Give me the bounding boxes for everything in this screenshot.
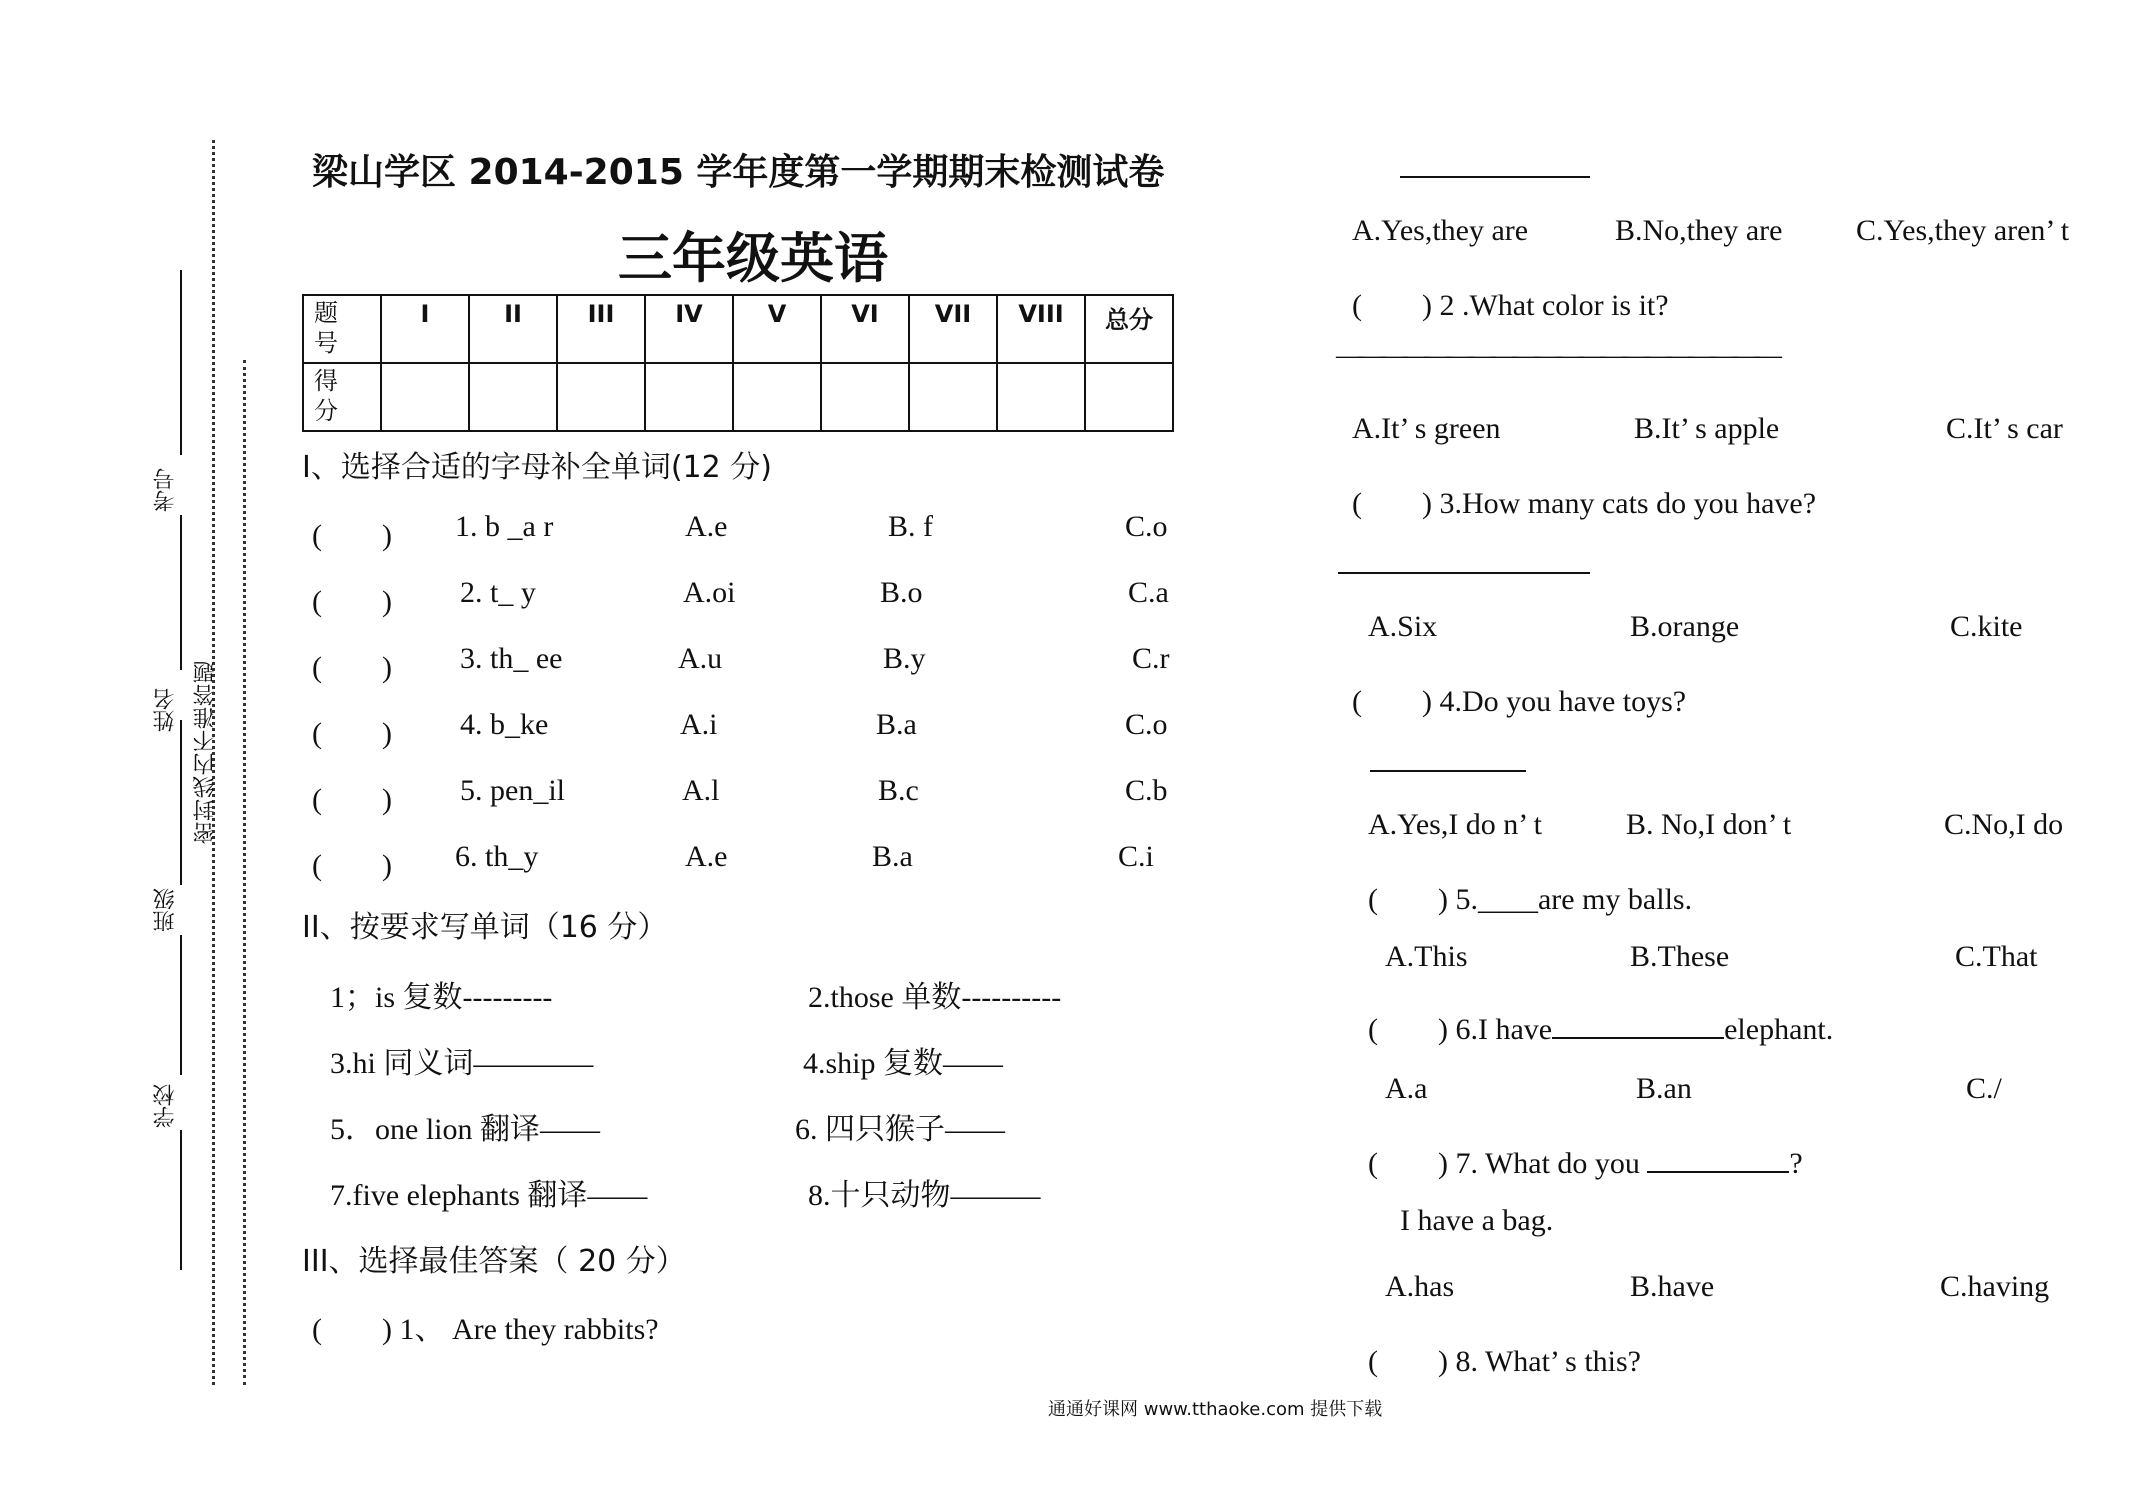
question-text: 6. th_y bbox=[455, 840, 539, 873]
label-name: 姓名 bbox=[153, 688, 178, 732]
q2-option-a: A.It’ s green bbox=[1352, 412, 1501, 445]
score-col: III bbox=[557, 295, 645, 363]
score-cell[interactable] bbox=[469, 363, 557, 431]
question-3[interactable]: ( ) 3.How many cats do you have? bbox=[1352, 487, 1817, 520]
q3-option-a: A.Six bbox=[1368, 610, 1438, 643]
question-6-text: ( ) 6.I have bbox=[1368, 1013, 1553, 1046]
question-text: 2. t_ y bbox=[460, 576, 536, 609]
q6-option-b: B.an bbox=[1636, 1072, 1692, 1105]
option-a: A.oi bbox=[683, 576, 736, 609]
question-1[interactable]: ( ) 1、 Are they rabbits? bbox=[312, 1313, 659, 1346]
question-7[interactable] bbox=[1368, 1138, 1803, 1182]
q7-option-a: A.has bbox=[1385, 1270, 1455, 1303]
score-cell[interactable] bbox=[909, 363, 997, 431]
score-col: VIII bbox=[997, 295, 1085, 363]
q3-option-b: B.orange bbox=[1630, 610, 1740, 643]
question-text: 5. pen_il bbox=[460, 774, 565, 807]
option-c: C.o bbox=[1125, 510, 1168, 543]
option-b: B. f bbox=[888, 510, 933, 543]
q3-option-c: C.kite bbox=[1950, 610, 2023, 643]
answer-paren[interactable]: ( ) bbox=[312, 717, 392, 750]
question-2[interactable]: ( ) 2 .What color is it? bbox=[1352, 289, 1669, 322]
question-5[interactable]: ( ) 5.____are my balls. bbox=[1368, 883, 1693, 916]
score-cell[interactable] bbox=[645, 363, 733, 431]
label-class: 班级 bbox=[153, 888, 178, 932]
q4-option-a: A.Yes,I do n’ t bbox=[1368, 808, 1542, 841]
answer-blank-q7[interactable] bbox=[1647, 1145, 1789, 1173]
option-c: C.o bbox=[1125, 708, 1168, 741]
option-b: B.o bbox=[880, 576, 923, 609]
exam-title: 梁山学区 2014-2015 学年度第一学期期末检测试卷 bbox=[312, 152, 1165, 193]
binding-line-1 bbox=[180, 270, 182, 455]
q1-option-a: A.Yes,they are bbox=[1352, 214, 1529, 247]
question-8[interactable]: ( ) 8. What’ s this? bbox=[1368, 1345, 1642, 1378]
score-table-score-row bbox=[303, 363, 1173, 431]
option-c: C.r bbox=[1132, 642, 1170, 675]
q4-option-b: B. No,I don’ t bbox=[1626, 808, 1792, 841]
binding-line-2 bbox=[180, 515, 182, 670]
score-cell[interactable] bbox=[557, 363, 645, 431]
section2-item[interactable]: 4.ship 复数—— bbox=[803, 1047, 1004, 1080]
score-col: VI bbox=[821, 295, 909, 363]
score-table-row-head: 得 分 bbox=[303, 363, 381, 431]
section1-title: I、选择合适的字母补全单词(12 分) bbox=[302, 450, 772, 485]
section2-item[interactable]: 1；is 复数--------- bbox=[330, 981, 553, 1014]
label-school: 学校 bbox=[153, 1084, 178, 1128]
question-7-text-end: ? bbox=[1789, 1147, 1803, 1180]
answer-line-q1[interactable] bbox=[1400, 176, 1590, 178]
answer-paren[interactable]: ( ) bbox=[312, 849, 392, 882]
question-6-text-end: elephant. bbox=[1724, 1013, 1834, 1046]
question-6[interactable] bbox=[1368, 1004, 1833, 1048]
score-col: IV bbox=[645, 295, 733, 363]
section2-item[interactable]: 6. 四只猴子—— bbox=[795, 1113, 1005, 1146]
score-cell[interactable] bbox=[997, 363, 1085, 431]
option-b: B.a bbox=[876, 708, 917, 741]
q7-option-c: C.having bbox=[1940, 1270, 2050, 1303]
question-text: 3. th_ ee bbox=[460, 642, 563, 675]
q7-option-b: B.have bbox=[1630, 1270, 1715, 1303]
q1-option-c: C.Yes,they aren’ t bbox=[1856, 214, 2070, 247]
seal-line-note: 密封线内不准答题 bbox=[193, 660, 218, 844]
q5-option-a: A.This bbox=[1385, 940, 1468, 973]
exam-subtitle: 三年级英语 bbox=[618, 227, 888, 290]
question-7-answer: I have a bag. bbox=[1400, 1204, 1554, 1237]
score-table bbox=[302, 294, 1174, 432]
score-col-total: 总分 bbox=[1085, 295, 1173, 363]
section3-title: III、选择最佳答案（ 20 分） bbox=[302, 1244, 686, 1279]
option-a: A.i bbox=[680, 708, 718, 741]
q6-option-c: C./ bbox=[1966, 1072, 2002, 1105]
footer-credit: 通通好课网 www.tthaoke.com 提供下载 bbox=[1048, 1399, 1383, 1420]
q2-option-b: B.It’ s apple bbox=[1634, 412, 1780, 445]
q1-option-b: B.No,they are bbox=[1615, 214, 1783, 247]
section2-item[interactable]: 7.five elephants 翻译—— bbox=[330, 1179, 648, 1212]
q5-option-c: C.That bbox=[1955, 940, 2038, 973]
option-c: C.b bbox=[1125, 774, 1168, 807]
score-col: VII bbox=[909, 295, 997, 363]
option-a: A.u bbox=[678, 642, 723, 675]
binding-line-4 bbox=[180, 935, 182, 1075]
label-exam-number: 考号 bbox=[153, 468, 178, 512]
option-a: A.l bbox=[682, 774, 720, 807]
score-col: V bbox=[733, 295, 821, 363]
score-col: I bbox=[381, 295, 469, 363]
binding-line-5 bbox=[180, 1130, 182, 1270]
section2-item[interactable]: 8.十只动物——— bbox=[808, 1179, 1041, 1212]
binding-dotted-line-inner bbox=[243, 360, 246, 1385]
option-a: A.e bbox=[685, 840, 728, 873]
score-table-header-row bbox=[303, 295, 1173, 363]
q4-option-c: C.No,I do bbox=[1944, 808, 2064, 841]
score-cell[interactable] bbox=[733, 363, 821, 431]
q6-option-a: A.a bbox=[1385, 1072, 1428, 1105]
option-b: B.a bbox=[872, 840, 913, 873]
option-b: B.c bbox=[878, 774, 919, 807]
option-c: C.i bbox=[1118, 840, 1154, 873]
section2-item[interactable]: 2.those 单数---------- bbox=[808, 981, 1062, 1014]
section2-item[interactable]: 3.hi 同义词———— bbox=[330, 1047, 594, 1080]
answer-line-q3[interactable] bbox=[1338, 572, 1590, 574]
answer-line-q4[interactable] bbox=[1370, 770, 1526, 772]
answer-paren[interactable]: ( ) bbox=[312, 783, 392, 816]
answer-paren[interactable]: ( ) bbox=[312, 651, 392, 684]
question-7-text: ( ) 7. What do you bbox=[1368, 1147, 1640, 1180]
question-4[interactable]: ( ) 4.Do you have toys? bbox=[1352, 685, 1687, 718]
score-cell[interactable] bbox=[1085, 363, 1173, 431]
section2-title: II、按要求写单词（16 分） bbox=[302, 910, 668, 945]
q2-option-c: C.It’ s car bbox=[1946, 412, 2063, 445]
score-col: II bbox=[469, 295, 557, 363]
section2-item[interactable]: 5．one lion 翻译—— bbox=[330, 1113, 600, 1146]
answer-paren[interactable]: ( ) bbox=[312, 585, 392, 618]
binding-line-3 bbox=[180, 720, 182, 885]
score-cell[interactable] bbox=[381, 363, 469, 431]
score-cell[interactable] bbox=[821, 363, 909, 431]
q5-option-b: B.These bbox=[1630, 940, 1730, 973]
option-b: B.y bbox=[883, 642, 926, 675]
answer-blank-q6[interactable] bbox=[1552, 1011, 1724, 1039]
question-text: 4. b_ke bbox=[460, 708, 549, 741]
question-text: 1. b _a r bbox=[455, 510, 554, 543]
score-table-row-head: 题 号 bbox=[303, 295, 381, 363]
answer-paren[interactable]: ( ) bbox=[312, 519, 392, 552]
option-a: A.e bbox=[685, 510, 728, 543]
option-c: C.a bbox=[1128, 576, 1169, 609]
answer-line-q2[interactable]: ———————————————————— bbox=[1336, 340, 1776, 371]
